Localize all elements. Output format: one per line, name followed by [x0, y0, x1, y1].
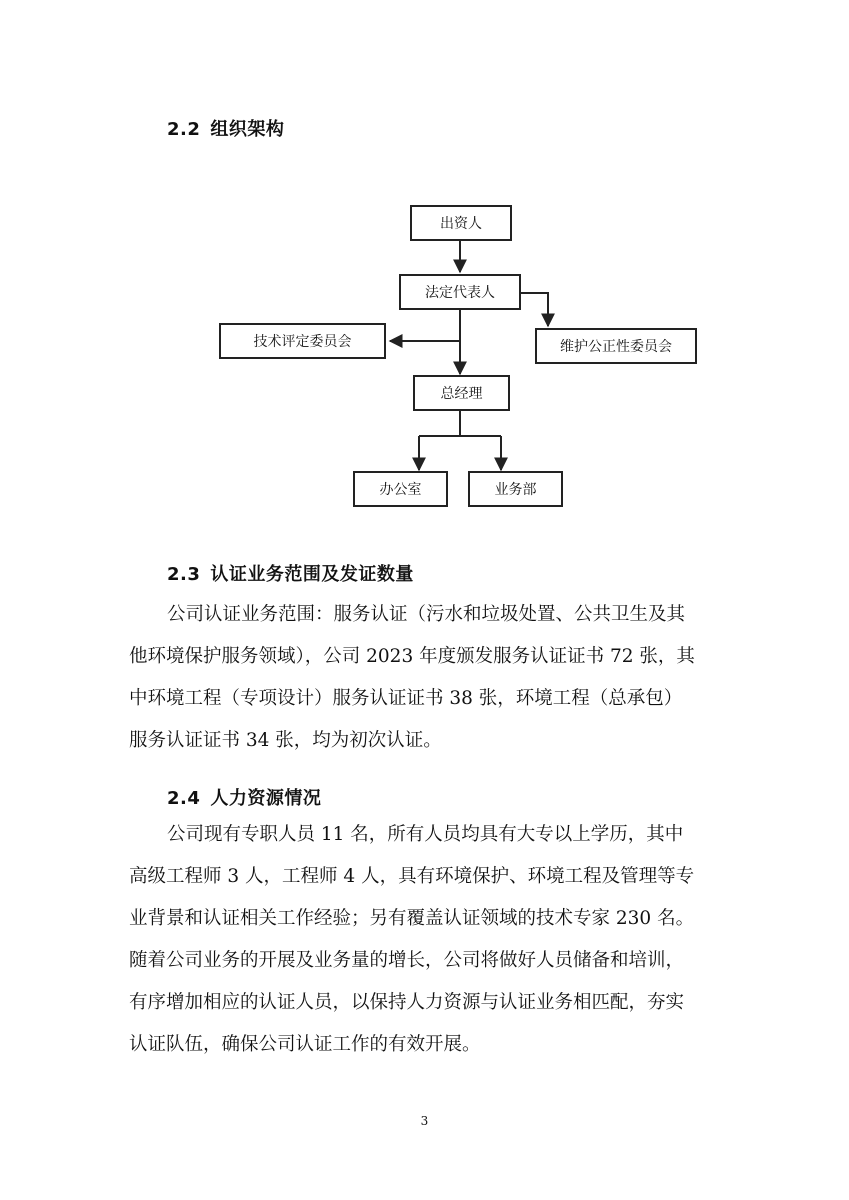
org-box-investor — [410, 205, 512, 241]
section-heading-2-4 — [167, 784, 321, 810]
org-box-legal-rep — [399, 274, 521, 310]
org-label: 维护公正性委员会 — [560, 339, 672, 355]
page-number: 3 — [420, 1114, 429, 1128]
section-number: 2.2 — [167, 119, 201, 140]
org-label: 业务部 — [494, 482, 537, 498]
paragraph-line: 公司认证业务范围：服务认证（污水和垃圾处置、公共卫生及其 — [167, 604, 686, 625]
paragraph-line: 公司现有专职人员 11 名，所有人员均具有大专以上学历，其中 — [167, 824, 684, 845]
org-box-business-dept — [468, 471, 563, 507]
paragraph-human-resources — [129, 814, 727, 1066]
section-title: 认证业务范围及发证数量 — [210, 564, 414, 585]
paragraph-line: 有序增加相应的认证人员，以保持人力资源与认证业务相匹配，夯实 — [129, 992, 685, 1013]
org-box-general-manager — [413, 375, 510, 411]
org-box-office — [353, 471, 448, 507]
paragraph-business-scope — [129, 594, 727, 762]
org-label: 出资人 — [440, 216, 482, 232]
org-label: 总经理 — [440, 386, 483, 402]
org-label: 技术评定委员会 — [253, 334, 352, 350]
section-number: 2.4 — [167, 788, 201, 809]
org-label: 法定代表人 — [425, 285, 495, 301]
section-title: 人力资源情况 — [210, 788, 322, 809]
paragraph-line: 中环境工程（专项设计）服务认证证书 38 张，环境工程（总承包） — [129, 688, 683, 709]
paragraph-line: 服务认证证书 34 张，均为初次认证。 — [129, 730, 442, 751]
org-box-fairness-committee — [535, 328, 697, 364]
paragraph-line: 认证队伍，确保公司认证工作的有效开展。 — [129, 1034, 481, 1055]
paragraph-line: 高级工程师 3 人，工程师 4 人，具有环境保护、环境工程及管理等专 — [129, 866, 695, 887]
org-label: 办公室 — [379, 482, 422, 498]
paragraph-line: 随着公司业务的开展及业务量的增长，公司将做好人员储备和培训， — [129, 950, 685, 971]
paragraph-line: 业背景和认证相关工作经验；另有覆盖认证领域的技术专家 230 名。 — [129, 908, 695, 929]
org-box-tech-committee — [219, 323, 386, 359]
section-number: 2.3 — [167, 564, 201, 585]
section-title: 组织架构 — [210, 119, 285, 140]
paragraph-line: 他环境保护服务领域），公司 2023 年度颁发服务认证证书 72 张，其 — [129, 646, 695, 667]
section-heading-2-3 — [167, 560, 414, 586]
